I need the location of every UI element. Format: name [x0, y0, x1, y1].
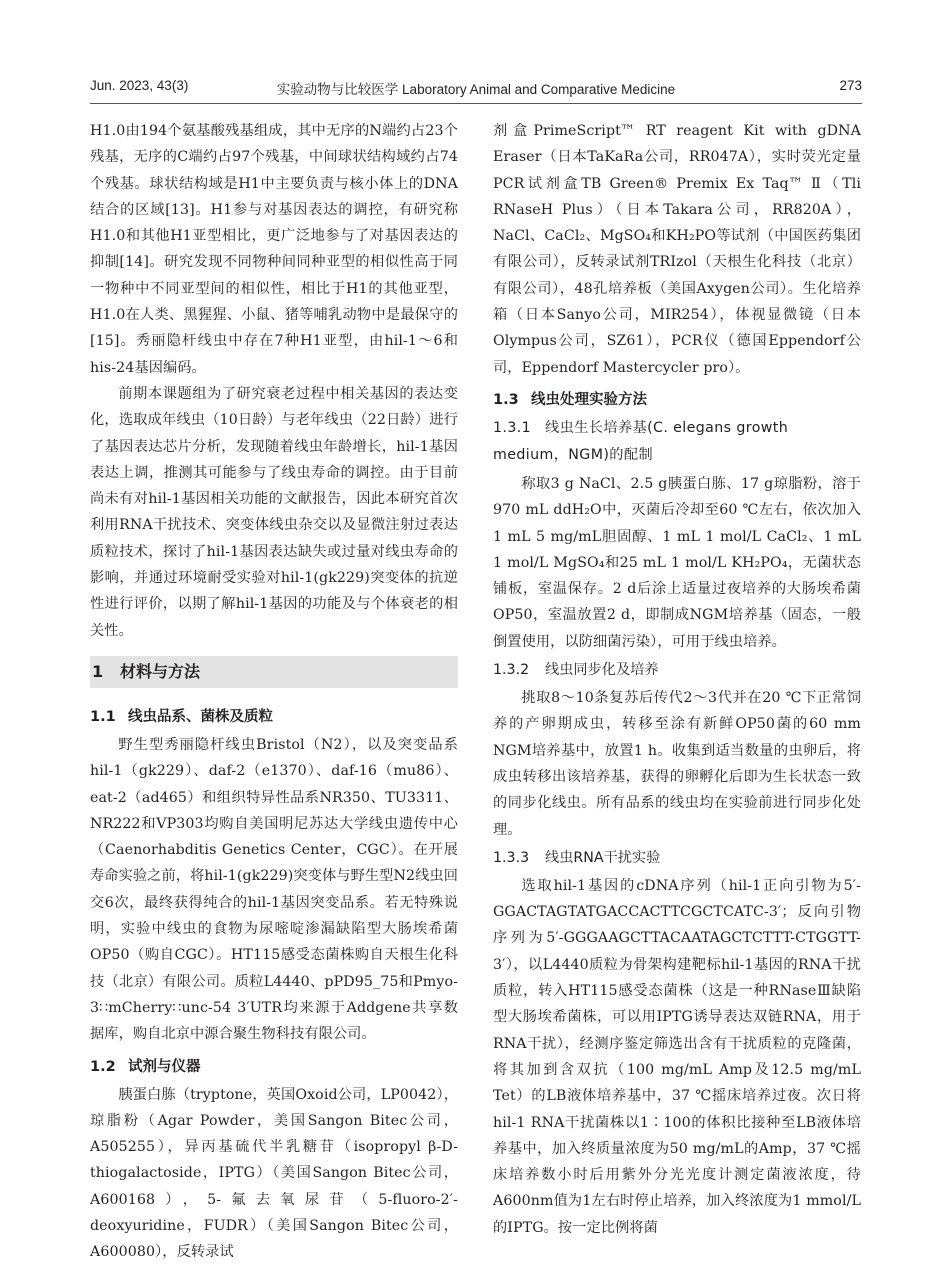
- subsection-title: 线虫处理实验方法: [531, 391, 647, 408]
- left-column: [90, 118, 458, 1266]
- running-header: [90, 78, 862, 100]
- subsection-title: 试剂与仪器: [128, 1058, 201, 1075]
- paragraph-ngm: 称取3 g NaCl、2.5 g胰蛋白胨、17 g琼脂粉，溶于970 mL ddH₂O中，灭菌后冷却至60 ℃左右，依次加入1 mL 5 mg/mL胆固醇、1 mL 1 mol/L CaCl₂、1 mL 1 mol/L MgSO₄和25 mL 1 mol/L KH₂PO₄，无菌状态铺板，室温保存。2 d后涂上适量过夜培养的大肠埃希菌OP50，室温放置2 d，即制成NGM培养基（固态，一般倒置使用，以防细菌污染），可用于线虫培养。: [493, 475, 861, 650]
- subsection-number: 1.2: [90, 1058, 116, 1075]
- paragraph-strains: 野生型秀丽隐杆线虫Bristol（N2），以及突变品系hil-1（gk229）、daf-2（e1370）、daf-16（mu86）、eat-2（ad465）和组织特异性品系NR350、TU3311、NR222和VP303均购自美国明尼苏达大学线虫遗传中心（Caenorhabditis Genetics Center，CGC）。在开展寿命实验之前，将hil-1(gk229)突变体与野生型N2线虫回交6次，最终获得纯合的hil-1基因突变品系。若无特殊说明，实验中线虫的食物为尿嘧啶渗漏缺陷型大肠埃希菌OP50（购自CGC）。HT115感受态菌株购自天根生化科技（北京）有限公司。质粒L4440、pPD95_75和Pmyo-3∷mCherry∷unc-54 3′UTR均来源于Addgene共享数据库，购自北京中源合聚生物科技有限公司。: [90, 736, 458, 1043]
- subsection-heading-strains: [90, 704, 458, 730]
- subsubsection-heading-synchronization: [493, 657, 861, 683]
- section-number: 1: [92, 661, 104, 681]
- subsection-heading-nematode-methods: [493, 387, 861, 413]
- issue-info: Jun. 2023, 43(3): [90, 78, 189, 93]
- subsection-title: 线虫品系、菌株及质粒: [128, 708, 273, 725]
- subsection-heading-reagents: [90, 1054, 458, 1080]
- subsubsection-heading-rnai: [493, 845, 861, 871]
- page-number: 273: [839, 78, 862, 93]
- subsection-number: 1.3: [493, 391, 519, 408]
- subsubsection-title: 线虫生长培养基(C. elegans growth medium，NGM)的配制: [493, 419, 789, 463]
- journal-title: 实验动物与比较医学 Laboratory Animal and Comparative Medicine: [276, 82, 676, 97]
- subsection-number: 1.1: [90, 708, 116, 725]
- subsubsection-number: 1.3.1: [493, 419, 532, 436]
- right-column: [493, 118, 861, 1241]
- subsubsection-number: 1.3.2: [493, 662, 530, 679]
- paragraph-rnai: 选取hil-1基因的cDNA序列（hil-1正向引物为5′-GGACTAGTATGACCACTTCGCTCATC-3′；反向引物序列为5′-GGGAAGCTTACAATAGCTCTTT-CTGGTT-3′），以L4440质粒为骨架构建靶标hil-1基因的RNA干扰质粒，转入HT115感受态菌株（这是一种RNaseⅢ缺陷型大肠埃希菌株，可以用IPTG诱导表达双链RNA，用于RNA干扰），经测序鉴定筛选出含有干扰质粒的克隆菌，将其加到含双抗（100 mg/mL Amp及12.5 mg/mL Tet）的LB液体培养基中，37 ℃摇床培养过夜。次日将hil-1 RNA干扰菌株以1∶100的体积比接种至LB液体培养基中，加入终质量浓度为50 mg/mL的Amp，37 ℃摇床培养数小时后用紫外分光光度计测定菌液浓度，待A600nm值为1左右时停止培养，加入终浓度为1 mmol/L的IPTG。按一定比例将菌: [493, 877, 861, 1236]
- paragraph-h1-structure: H1.0由194个氨基酸残基组成，其中无序的N端约占23个残基，无序的C端约占97个残基，中间球状结构域约占74个残基。球状结构域是H1中主要负责与核小体上的DNA结合的区域[13]。H1参与对基因表达的调控，有研究称H1.0和其他H1亚型相比，更广泛地参与了对基因表达的抑制[14]。研究发现不同物种间同种亚型的相似性高于同一物种中不同亚型间的相似性，相比于H1的其他亚型，H1.0在人类、黑猩猩、小鼠、猪等哺乳动物中是最保守的[15]。秀丽隐杆线虫中存在7种H1亚型，由hil-1～6和his-24基因编码。: [90, 123, 458, 376]
- paragraph-reagents-continued: 剂盒PrimeScript™ RT reagent Kit with gDNA Eraser（日本TaKaRa公司，RR047A），实时荧光定量PCR试剂盒TB Green® Premix Ex Taq™ Ⅱ（Tli RNaseH Plus）（日本Takara公司，RR820A），NaCl、CaCl₂、MgSO₄和KH₂PO等试剂（中国医药集团有限公司），反转录试剂TRIzol（天根生化科技（北京）有限公司），48孔培养板（美国Axygen公司）。生化培养箱（日本Sanyo公司，MIR254），体视显微镜（日本Olympus公司，SZ61），PCR仪（德国Eppendorf公司，Eppendorf Mastercycler pro）。: [493, 123, 861, 376]
- subsubsection-number: 1.3.3: [493, 849, 530, 866]
- subsubsection-title: 线虫RNA干扰实验: [545, 849, 661, 866]
- subsubsection-heading-ngm: [493, 415, 861, 469]
- header-rule: [90, 103, 862, 104]
- section-title: 材料与方法: [120, 661, 201, 681]
- paragraph-synchronization: 挑取8～10条复苏后传代2～3代并在20 ℃下正常饲养的产卵期成虫，转移至涂有新鲜OP50菌的60 mm NGM培养基中，放置1 h。收集到适当数量的虫卵后，将成虫转移出该培养基，获得的卵孵化后即为生长状态一致的同步化线虫。所有品系的线虫均在实验前进行同步化处理。: [493, 690, 861, 838]
- subsubsection-title: 线虫同步化及培养: [545, 662, 659, 679]
- paragraph-reagents: 胰蛋白胨（tryptone，英国Oxoid公司，LP0042），琼脂粉（Agar Powder，美国Sangon Bitec公司，A505255），异丙基硫代半乳糖苷（isopropyl β-D-thiogalactoside，IPTG）（美国Sangon Bitec公司，A600168），5-氟去氧尿苷（5-fluoro-2′-deoxyuridine，FUDR）（美国Sangon Bitec公司，A600080），反转录试: [90, 1086, 458, 1261]
- paragraph-study-background: 前期本课题组为了研究衰老过程中相关基因的表达变化，选取成年线虫（10日龄）与老年线虫（22日龄）进行了基因表达芯片分析，发现随着线虫年龄增长，hil-1基因表达上调，推测其可能参与了线虫寿命的调控。由于目前尚未有对hil-1基因相关功能的文献报告，因此本研究首次利用RNA干扰技术、突变体线虫杂交以及显微注射过表达质粒技术，探讨了hil-1基因表达缺失或过量对线虫寿命的影响，并通过环境耐受实验对hil-1(gk229)突变体的抗逆性进行评价，以期了解hil-1基因的功能及与个体衰老的相关性。: [90, 385, 458, 639]
- section-heading-methods: [90, 656, 458, 688]
